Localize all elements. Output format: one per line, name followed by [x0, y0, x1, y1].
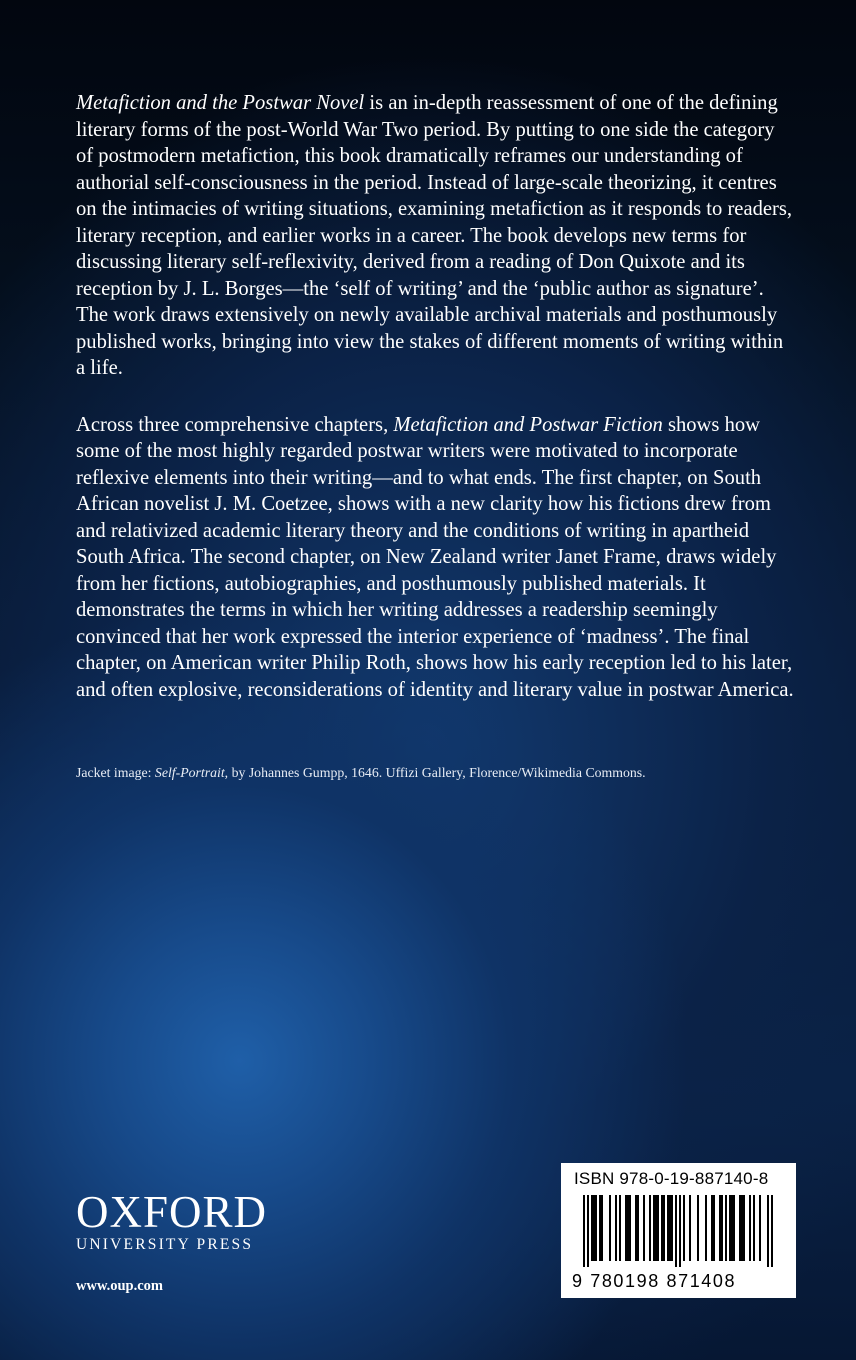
barcode-bar [683, 1195, 685, 1261]
barcode-bar [591, 1195, 593, 1261]
barcode-bar [627, 1195, 629, 1261]
barcode-bar [657, 1195, 659, 1261]
barcode-bar [649, 1195, 651, 1261]
barcode-bar [759, 1195, 761, 1261]
blurb-paragraph-1-text: is an in-depth reassessment of one of the defining literary forms of the post-World War Two period. By putting to one side the category of postmodern metafiction, this book dramatically reframes our understanding of authorial self-consciousness in the period. Instead of large-scale theorizing, it centres on the intimacies of writing situations, examining metafiction as it responds to readers, literary reception, and earlier works in a career. The book develops new terms for discussing literary self-reflexivity, derived from a reading of Don Quixote and its reception by J. L. Borges—the ‘self of writing’ and the ‘public author as signature’. The work draws extensively on newly available archival materials and posthumously published works, bringing into view the stakes of different moments of writing within a life. [76, 92, 793, 379]
barcode-bar [599, 1195, 601, 1261]
jacket-image-credit [76, 764, 816, 782]
isbn-label: ISBN 978-0-19-887140-8 [574, 1169, 769, 1188]
barcode-bar [635, 1195, 637, 1261]
barcode-bar [667, 1195, 669, 1261]
barcode-bar [615, 1195, 617, 1261]
barcode-bar [689, 1195, 691, 1261]
barcode-bar [697, 1195, 699, 1261]
barcode-bar [609, 1195, 611, 1261]
book-title-italic-2: Metafiction and Postwar Fiction [393, 413, 663, 436]
barcode-bar [663, 1195, 665, 1261]
barcode-bar [661, 1195, 663, 1261]
barcode-bar [595, 1195, 597, 1261]
barcode-bar [655, 1195, 657, 1261]
barcode-bar [731, 1195, 733, 1261]
barcode-bar [629, 1195, 631, 1261]
publisher-name: OXFORD [76, 1187, 268, 1237]
barcode-bar [679, 1195, 681, 1267]
barcode-bar [719, 1195, 721, 1261]
barcode-bar [749, 1195, 751, 1261]
barcode-bar [593, 1195, 595, 1261]
blurb-paragraph-1 [76, 90, 796, 382]
barcode-bar [619, 1195, 621, 1261]
publisher-logo [76, 1187, 268, 1254]
barcode-bar [625, 1195, 627, 1261]
barcode-bar [753, 1195, 755, 1261]
publisher-url: www.oup.com [76, 1278, 164, 1294]
barcode-bar [705, 1195, 707, 1261]
barcode-bar [637, 1195, 639, 1261]
barcode-bar [653, 1195, 655, 1261]
credit-artwork-title: Self-Portrait [154, 765, 225, 780]
barcode-bar [743, 1195, 745, 1261]
book-title-italic: Metafiction and the Postwar Novel [76, 92, 365, 114]
barcode-bar [725, 1195, 727, 1261]
barcode-bar [671, 1195, 673, 1261]
barcode-bar [669, 1195, 671, 1261]
barcode-bar [739, 1195, 741, 1261]
barcode-bar [713, 1195, 715, 1261]
barcode-bar [675, 1195, 677, 1267]
barcode-bar [587, 1195, 589, 1267]
barcode-bar [711, 1195, 713, 1261]
blurb-paragraph-2-lead: Across three comprehensive chapters, [76, 413, 394, 436]
barcode-bar [741, 1195, 743, 1261]
publisher-press: UNIVERSITY PRESS [76, 1236, 254, 1253]
barcode-bar [733, 1195, 735, 1261]
barcode-bar [729, 1195, 731, 1261]
barcode-bar [721, 1195, 723, 1261]
credit-suffix: , by Johannes Gumpp, 1646. Uffizi Gallery, Florence/Wikimedia Commons. [224, 765, 646, 780]
barcode-bar [643, 1195, 645, 1261]
blurb-paragraph-2 [76, 412, 796, 704]
barcode-bar [771, 1195, 773, 1267]
credit-prefix: Jacket image: [76, 765, 155, 780]
ean-digits: 9 780198 871408 [572, 1271, 737, 1291]
isbn-barcode-block [561, 1163, 796, 1298]
barcode-bar [767, 1195, 769, 1267]
barcode-bar [583, 1195, 585, 1267]
barcode-bar [601, 1195, 603, 1261]
barcode-graphic [575, 1195, 781, 1267]
back-cover-blurb [76, 90, 796, 733]
blurb-paragraph-2-text: shows how some of the most highly regarded postwar writers were motivated to incorporate reflexive elements into their writing—and to what ends. The first chapter, on South African novelist J. M. Coetzee, shows with a new clarity how his fictions drew from and relativized academic literary theory and the conditions of writing in apartheid South Africa. The second chapter, on New Zealand writer Janet Frame, draws widely from her fictions, autobiographies, and posthumously published materials. It demonstrates the terms in which her writing addresses a readership seemingly convinced that her work expressed the interior experience of ‘madness’. The final chapter, on American writer Philip Roth, shows how his early reception led to his later, and often explosive, reconsiderations of identity and literary value in postwar America. [76, 413, 794, 701]
